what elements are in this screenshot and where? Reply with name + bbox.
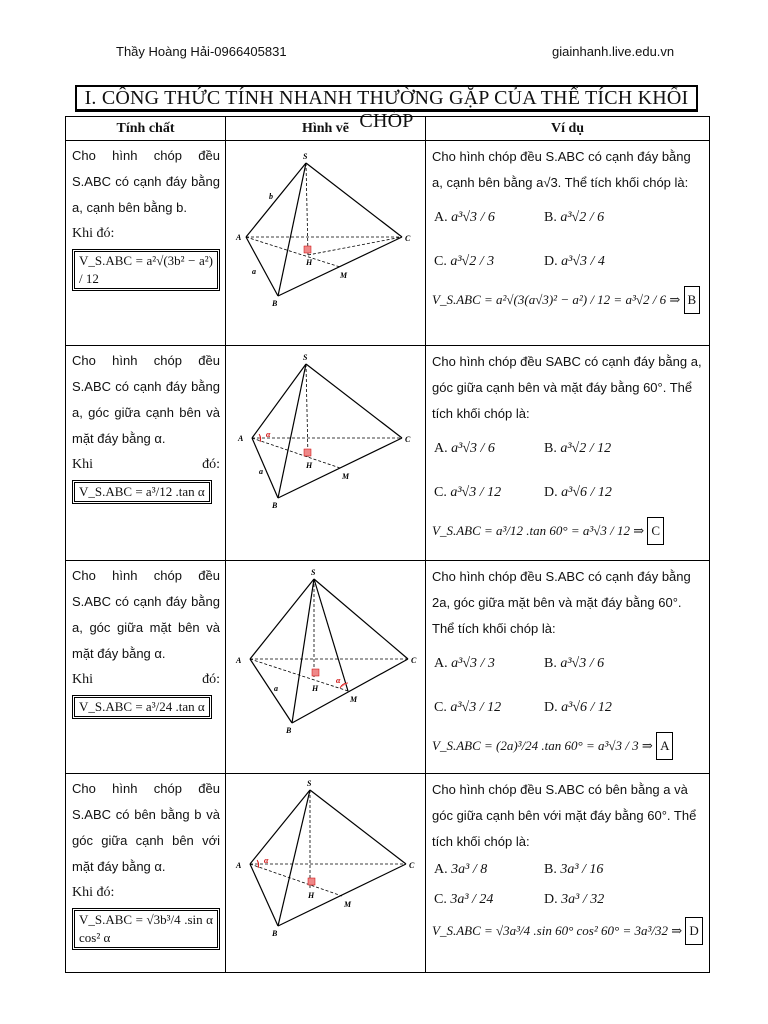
author-contact: Thầy Hoàng Hải-0966405831	[116, 44, 287, 59]
option-b: B. a³√2 / 12	[544, 441, 612, 456]
vertex-s-label: S	[307, 779, 312, 788]
angle-label: α	[266, 430, 271, 439]
property-text: Cho hình chóp đều S.ABC có cạnh đáy bằng a, cạnh bên bằng b.	[72, 148, 220, 215]
option-b: B. a³√2 / 6	[544, 210, 605, 225]
example-question: Cho hình chóp đều S.ABC có cạnh đáy bằng 2a, góc giữa mặt bên và mặt đáy bằng 60°. Thể tích khối chóp là:	[432, 569, 691, 636]
option-c: C. a³√3 / 12	[434, 485, 502, 500]
point-h-label: H	[306, 258, 313, 267]
point-h-label: H	[312, 684, 319, 693]
example-question: Cho hình chóp đều SABC có cạnh đáy bằng a, góc giữa cạnh bên và mặt đáy bằng 60°. Thể tích khối chóp là:	[432, 354, 702, 421]
option-d: D. a³√3 / 4	[544, 254, 605, 269]
property-cell	[66, 774, 226, 973]
example-question: Cho hình chóp đều S.ABC có bên bằng a và góc giữa cạnh bên với mặt đáy bằng 60°. Thể tích khối chóp là:	[432, 782, 697, 849]
property-text: Cho hình chóp đều S.ABC có cạnh đáy bằng a, góc giữa cạnh bên và mặt đáy bằng α.	[72, 353, 220, 446]
figure-cell	[226, 561, 426, 774]
vertex-a-label: A	[236, 656, 242, 665]
then-formula: Khi đó: V_S.ABC = a³/12 .tan α	[72, 452, 220, 506]
header-figure: Hình vẽ	[226, 117, 426, 141]
answer-box: A	[656, 732, 673, 760]
option-c: C. 3a³ / 24	[434, 892, 494, 907]
example-cell	[426, 561, 710, 774]
option-a: A. a³√3 / 6	[434, 210, 495, 225]
vertex-s-label: S	[303, 152, 308, 161]
vertex-b-label: B	[272, 501, 278, 510]
then-label: Khi đó:	[72, 226, 115, 241]
answer-options	[434, 855, 703, 915]
vertex-b-label: B	[272, 929, 278, 938]
answer-options	[434, 642, 703, 730]
solution-line: V_S.ABC = (2a)³/24 .tan 60° = a³√3 / 3 ⇒ A	[432, 732, 703, 760]
answer-options	[434, 196, 703, 284]
vertex-a-label: A	[236, 861, 242, 870]
side-label: a	[274, 684, 278, 693]
table-row	[66, 774, 710, 973]
option-d: D. a³√6 / 12	[544, 700, 612, 715]
table-row	[66, 561, 710, 774]
solution-line: V_S.ABC = a³/12 .tan 60° = a³√3 / 12 ⇒ C	[432, 517, 703, 545]
option-d: D. a³√6 / 12	[544, 485, 612, 500]
property-cell	[66, 346, 226, 561]
property-text: Cho hình chóp đều S.ABC có bên bằng b và góc giữa cạnh bên với mặt đáy bằng α.	[72, 781, 220, 874]
option-a: A. a³√3 / 3	[434, 656, 495, 671]
side-label: a	[252, 267, 256, 276]
formula-box: V_S.ABC = a³/12 .tan α	[72, 480, 212, 504]
formula-box: V_S.ABC = a²√(3b² − a²) / 12	[72, 249, 220, 291]
formula-box: V_S.ABC = √3b³/4 .sin α cos² α	[72, 908, 220, 950]
answer-box: D	[685, 917, 702, 945]
answer-box: C	[647, 517, 664, 545]
pyramid-figure	[226, 346, 424, 560]
angle-label: α	[336, 676, 341, 685]
solution-line: V_S.ABC = √3a³/4 .sin 60° cos² 60° = 3a³/32 ⇒ D	[432, 917, 703, 945]
lateral-label: b	[269, 192, 273, 201]
solution-line: V_S.ABC = a²√(3(a√3)² − a²) / 12 = a³√2 / 6 ⇒ B	[432, 286, 703, 314]
vertex-a-label: A	[238, 434, 244, 443]
vertex-a-label: A	[236, 233, 242, 242]
header-example: Ví dụ	[426, 117, 710, 141]
table-row	[66, 346, 710, 561]
pyramid-figure	[226, 141, 424, 345]
vertex-c-label: C	[405, 435, 411, 444]
then-formula: Khi đó: V_S.ABC = a³/24 .tan α	[72, 667, 220, 721]
point-m-label: M	[342, 472, 350, 481]
vertex-s-label: S	[303, 353, 308, 362]
pyramid-figure	[226, 774, 424, 972]
vertex-c-label: C	[409, 861, 415, 870]
figure-cell	[226, 774, 426, 973]
option-b: B. a³√3 / 6	[544, 656, 605, 671]
example-question: Cho hình chóp đều S.ABC có cạnh đáy bằng a, cạnh bên bằng a√3. Thể tích khối chóp là:	[432, 149, 691, 190]
vertex-b-label: B	[286, 726, 292, 735]
angle-label: α	[264, 856, 269, 865]
table-header-row	[66, 117, 710, 141]
formula-table	[65, 116, 710, 973]
example-cell	[426, 774, 710, 973]
property-text: Cho hình chóp đều S.ABC có cạnh đáy bằng a, góc giữa mặt bên và mặt đáy bằng α.	[72, 568, 220, 661]
side-label: a	[259, 467, 263, 476]
property-cell	[66, 141, 226, 346]
answer-options	[434, 427, 703, 515]
vertex-s-label: S	[311, 568, 316, 577]
vertex-c-label: C	[411, 656, 417, 665]
option-c: C. a³√2 / 3	[434, 254, 495, 269]
header-property: Tính chất	[66, 117, 226, 141]
figure-cell	[226, 141, 426, 346]
answer-box: B	[684, 286, 701, 314]
table-row	[66, 141, 710, 346]
option-a: A. 3a³ / 8	[434, 862, 488, 877]
section-title: I. CÔNG THỨC TÍNH NHANH THƯỜNG GẶP CỦA THỂ TÍCH KHỐI CHÓP	[75, 85, 698, 112]
formula-box: V_S.ABC = a³/24 .tan α	[72, 695, 212, 719]
figure-cell	[226, 346, 426, 561]
point-m-label: M	[340, 271, 348, 280]
example-cell	[426, 346, 710, 561]
option-d: D. 3a³ / 32	[544, 892, 605, 907]
vertex-b-label: B	[272, 299, 278, 308]
option-b: B. 3a³ / 16	[544, 862, 604, 877]
option-a: A. a³√3 / 6	[434, 441, 495, 456]
page-header	[0, 44, 768, 66]
point-m-label: M	[350, 695, 358, 704]
then-label: Khi đó:	[72, 885, 115, 900]
point-m-label: M	[344, 900, 352, 909]
website-url: giainhanh.live.edu.vn	[552, 44, 675, 59]
point-h-label: H	[308, 891, 315, 900]
pyramid-figure	[226, 561, 424, 773]
example-cell	[426, 141, 710, 346]
option-c: C. a³√3 / 12	[434, 700, 502, 715]
point-h-label: H	[306, 461, 313, 470]
vertex-c-label: C	[405, 234, 411, 243]
property-cell	[66, 561, 226, 774]
